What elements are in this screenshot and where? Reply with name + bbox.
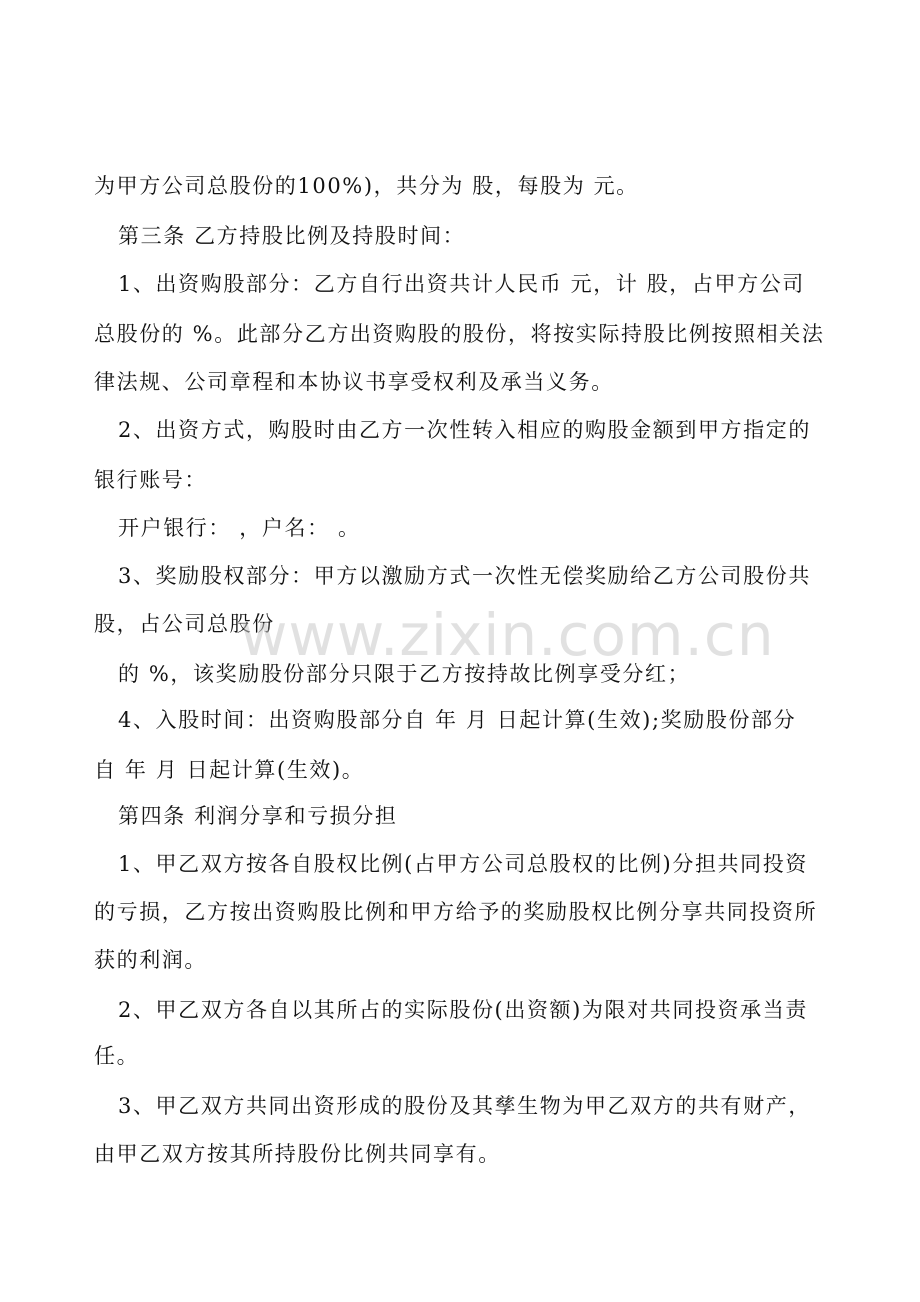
paragraph-line: 股，占公司总股份	[94, 612, 275, 636]
paragraph-line: 由甲乙双方按其所持股份比例共同享有。	[94, 1142, 501, 1166]
paragraph-line: 4、入股时间：出资购股部分自 年 月 日起计算(生效);奖励股份部分	[118, 708, 797, 732]
paragraph-line: 自 年 月 日起计算(生效)。	[94, 758, 365, 782]
paragraph-line: 获的利润。	[94, 948, 207, 972]
paragraph-line: 开户银行： ，户名： 。	[118, 516, 361, 540]
paragraph-line: 3、奖励股权部分：甲方以激励方式一次性无偿奖励给乙方公司股份共	[118, 564, 811, 588]
paragraph-line: 1、出资购股部分：乙方自行出资共计人民币 元，计 股，占甲方公司	[118, 272, 805, 296]
paragraph-line: 的 %，该奖励股份部分只限于乙方按持故比例享受分红；	[118, 662, 691, 686]
paragraph-line: 2、出资方式，购股时由乙方一次性转入相应的购股金额到甲方指定的	[118, 418, 811, 442]
paragraph-line: 的亏损，乙方按出资购股比例和甲方给予的奖励股权比例分享共同投资所	[94, 900, 818, 924]
paragraph-line: 1、甲乙双方按各自股权比例(占甲方公司总股权的比例)分担共同投资	[118, 852, 808, 876]
watermark-text: www.zixin.com.cn	[240, 601, 775, 669]
article-heading: 第三条 乙方持股比例及持股时间：	[118, 224, 466, 248]
paragraph-line: 律法规、公司章程和本协议书享受权利及承当义务。	[94, 370, 614, 394]
paragraph-line: 银行账号：	[94, 468, 207, 492]
paragraph-line: 任。	[94, 1044, 140, 1068]
paragraph-line: 3、甲乙双方共同出资形成的股份及其孳生物为甲乙双方的共有财产，	[118, 1094, 811, 1118]
article-heading: 第四条 利润分享和亏损分担	[118, 804, 398, 828]
paragraph-line: 总股份的 %。此部分乙方出资购股的股份，将按实际持股比例按照相关法	[94, 322, 825, 346]
paragraph-line: 为甲方公司总股份的100%)，共分为 股，每股为 元。	[94, 174, 639, 198]
paragraph-line: 2、甲乙双方各自以其所占的实际股份(出资额)为限对共同投资承当责	[118, 998, 808, 1022]
